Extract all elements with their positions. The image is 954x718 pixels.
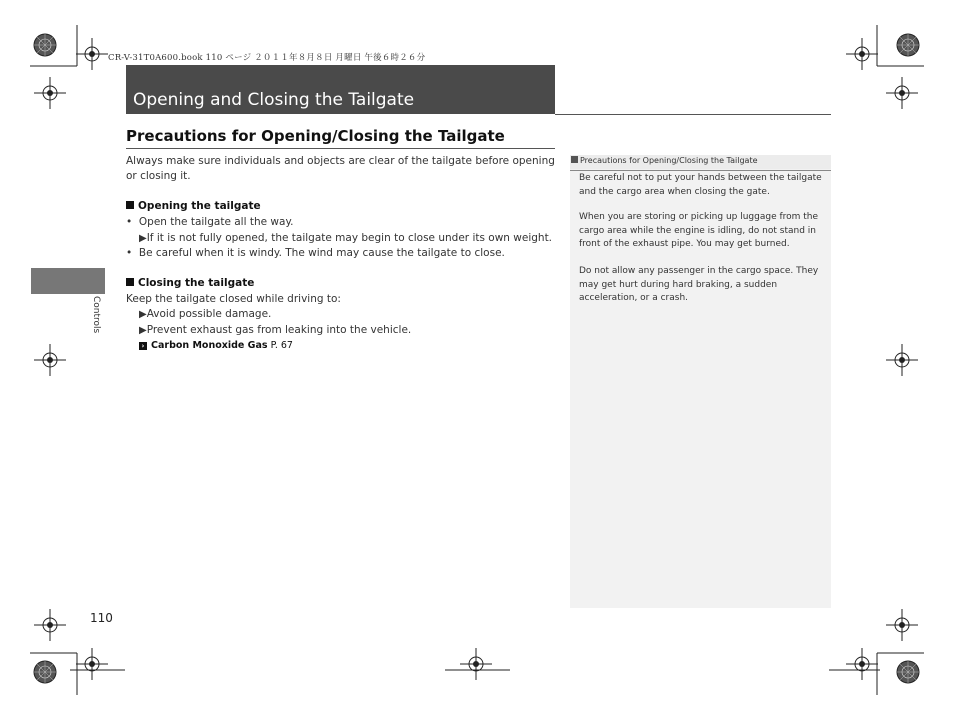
- note-title-text: Precautions for Opening/Closing the Tailgate: [580, 156, 758, 165]
- opening-sub-1: [139, 231, 552, 246]
- intro-text: Always make sure individuals and objects are clear of the tailgate before opening or closing it.: [126, 155, 555, 182]
- sidebar-label: Controls: [91, 296, 101, 334]
- opening-bullet-1: [126, 215, 294, 230]
- closing-text: Keep the tailgate closed while driving to:: [126, 293, 341, 305]
- file-header: CR-V-31T0A600.book 110 ページ ２０１１年８月８日 月曜日 午後６時２６分: [108, 53, 426, 63]
- closing-sub-1-text: Avoid possible damage.: [146, 308, 272, 320]
- opening-bullet-1-text: Open the tailgate all the way.: [138, 216, 294, 228]
- heading-rule: [126, 148, 555, 149]
- page-number: 110: [90, 611, 113, 625]
- square-bullet-icon: [126, 278, 134, 286]
- opening-heading: [126, 200, 261, 212]
- ref-label: Carbon Monoxide Gas: [151, 340, 268, 351]
- closing-sub-2: [139, 323, 411, 338]
- closing-heading-label: Closing the tailgate: [138, 277, 255, 289]
- bullet-dot-icon: •: [126, 216, 133, 228]
- reference-arrow-icon: ›: [139, 342, 147, 350]
- closing-heading: [126, 277, 254, 289]
- opening-bullet-2: [126, 246, 505, 261]
- ref-page: P. 67: [270, 340, 293, 351]
- opening-sub-1-text: If it is not fully opened, the tailgate may begin to close under its own weight.: [146, 232, 553, 244]
- note-paragraph-2: When you are storing or picking up luggage from the cargo area while the engine is idling, do not stand in front of the exhaust pipe. You may get burned.: [579, 212, 819, 249]
- title-rule: [555, 114, 831, 115]
- note-rule: [570, 170, 831, 171]
- closing-sub-1: [139, 307, 271, 322]
- triangle-arrow-icon: ▶: [139, 309, 147, 320]
- triangle-arrow-icon: ▶: [139, 325, 147, 336]
- carbon-monoxide-link[interactable]: [139, 340, 293, 351]
- triangle-arrow-icon: ▶: [139, 233, 147, 244]
- closing-sub-2-text: Prevent exhaust gas from leaking into the vehicle.: [146, 324, 412, 336]
- note-icon: [571, 156, 578, 163]
- opening-heading-label: Opening the tailgate: [138, 200, 261, 212]
- section-heading: Precautions for Opening/Closing the Tailgate: [126, 127, 505, 145]
- note-title: [571, 155, 758, 167]
- opening-bullet-2-text: Be careful when it is windy. The wind may cause the tailgate to close.: [138, 247, 505, 259]
- note-paragraph-1: Be careful not to put your hands between the tailgate and the cargo area when closing the gate.: [579, 173, 822, 197]
- note-paragraph-3: Do not allow any passenger in the cargo space. They may get hurt during hard braking, a sudden acceleration, or a crash.: [579, 266, 819, 303]
- bullet-dot-icon: •: [126, 247, 133, 259]
- sidebar-tab: [31, 268, 105, 294]
- page-title: Opening and Closing the Tailgate: [133, 90, 415, 110]
- square-bullet-icon: [126, 201, 134, 209]
